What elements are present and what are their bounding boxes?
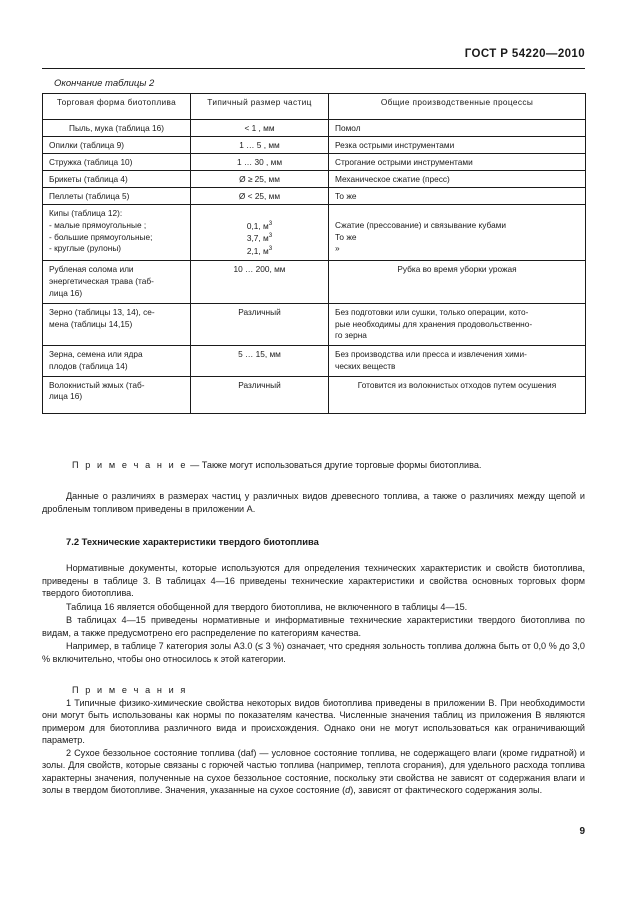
paragraph-table16 xyxy=(42,601,585,614)
cell-trade-form: Брикеты (таблица 4) xyxy=(43,171,191,188)
note-dash: — xyxy=(187,460,202,470)
cell-particle-size: 5 … 15, мм xyxy=(191,346,329,377)
paragraph-text: Данные о различиях в размерах частиц у различных видов древесного топлива, а также о различиях между щепой и дробленым топливом приведены в приложении А. xyxy=(42,491,585,514)
cell-value: 2,1, м xyxy=(246,245,269,256)
cell-process: Готовится из волокнистых отходов путем осушения xyxy=(329,376,586,413)
cell-line: Зерна, семена или ядра xyxy=(49,349,143,360)
cell-line: » xyxy=(335,243,340,254)
note-2-part-a: 2 Сухое беззольное состояние топлива (daf) — условное состояние топлива, не содержащего влаги (кроме гидратной) и золы. Для свойств, которые связаны с горючей частью топлива (например, теплота сгорания), для удельного расхода топлива характерны значения, полученные на сухое беззольное состояние, поскольку эти свойства не зависят от содержания влаги и золы в твердом биотопливе. Значения, указанные на сухое состояние ( xyxy=(42,747,585,796)
table-2-continuation xyxy=(42,93,585,414)
cell-line: лица 16) xyxy=(49,287,83,298)
paragraph-differences xyxy=(42,490,585,515)
paragraph-normative-docs xyxy=(42,562,585,600)
paragraph-tables-4-15 xyxy=(42,614,585,639)
cell-particle-size: Различный xyxy=(191,376,329,413)
cell-trade-form: Пеллеты (таблица 5) xyxy=(43,188,191,205)
cell-process: Резка острыми инструментами xyxy=(329,137,586,154)
page-number: 9 xyxy=(579,826,585,837)
table-row xyxy=(43,376,586,413)
cell-process xyxy=(329,303,586,345)
note-2-part-b: ), зависят от фактического содержания золы. xyxy=(350,785,543,796)
note-text: Также могут использоваться другие торговые формы биотоплива. xyxy=(201,460,482,470)
cell-process: То же xyxy=(329,188,586,205)
table-row xyxy=(43,303,586,345)
cell-particle-size: < 1 , мм xyxy=(191,120,329,137)
note-label: П р и м е ч а н и е xyxy=(72,460,188,470)
column-header-trade-form: Торговая форма биотоплива xyxy=(43,94,191,120)
cell-value: 3,7, м xyxy=(246,233,269,244)
cell-particle-size: Ø < 25, мм xyxy=(191,188,329,205)
cell-line: - малые прямоугольные ; xyxy=(49,219,147,230)
paragraph-text: Например, в таблице 7 категория золы А3.0 (≤ 3 %) означает, что средняя зольность топлива должна быть от 0,0 % до 3,0 % включительно, чтобы оно относилось к этой категории. xyxy=(42,641,585,664)
cell-particle-size: 10 … 200, мм xyxy=(191,261,329,303)
cell-trade-form xyxy=(43,205,191,261)
cell-line: Рубленая солома или xyxy=(49,264,134,275)
notes-label: П р и м е ч а н и я xyxy=(72,685,188,695)
cell-line xyxy=(197,232,322,245)
cell-particle-size: 1 … 5 , мм xyxy=(191,137,329,154)
column-header-processes: Общие производственные процессы xyxy=(329,94,586,120)
heading-text: 7.2 Технические характеристики твердого биотоплива xyxy=(66,536,319,547)
note-2-symbol: d xyxy=(345,785,351,796)
cell-trade-form xyxy=(43,376,191,413)
column-header-particle-size: Типичный размер частиц xyxy=(191,94,329,120)
table-row xyxy=(43,261,586,303)
cell-line: мена (таблицы 14,15) xyxy=(49,318,133,329)
cell-line xyxy=(197,245,322,258)
cell-particle-size: Ø ≥ 25, мм xyxy=(191,171,329,188)
table-row xyxy=(43,205,586,261)
cell-line: - большие прямоугольные; xyxy=(49,231,153,242)
table-row xyxy=(43,188,586,205)
table-row xyxy=(43,171,586,188)
cell-particle-size: 1 … 30 , мм xyxy=(191,154,329,171)
superscript: 3 xyxy=(268,244,273,252)
cell-trade-form: Пыль, мука (таблица 16) xyxy=(43,120,191,137)
cell-trade-form: Стружка (таблица 10) xyxy=(43,154,191,171)
cell-process xyxy=(329,346,586,377)
table-note-block xyxy=(42,459,585,472)
table-row xyxy=(43,346,586,377)
cell-line: Волокнистый жмых (таб- xyxy=(49,379,145,390)
cell-line: Сжатие (прессование) и связывание кубами xyxy=(335,219,507,230)
cell-line: ческих веществ xyxy=(335,360,396,371)
section-heading-7-2 xyxy=(42,536,585,549)
cell-line: рые необходимы для хранения продовольственно- xyxy=(335,318,533,329)
document-standard-id: ГОСТ Р 54220—2010 xyxy=(464,48,585,60)
cell-process: Помол xyxy=(329,120,586,137)
cell-process: Строгание острыми инструментами xyxy=(329,154,586,171)
paragraph-example-ash xyxy=(42,640,585,665)
table-row xyxy=(43,120,586,137)
table-caption: Окончание таблицы 2 xyxy=(54,78,155,89)
cell-trade-form: Опилки (таблица 9) xyxy=(43,137,191,154)
cell-value: 0,1, м xyxy=(246,220,269,231)
table-header-row xyxy=(43,94,586,120)
cell-process: Рубка во время уборки урожая xyxy=(329,261,586,303)
cell-line: Без подготовки или сушки, только операции, кото- xyxy=(335,306,529,317)
cell-process: Механическое сжатие (пресс) xyxy=(329,171,586,188)
note-item-2 xyxy=(42,747,585,797)
cell-line xyxy=(197,220,322,233)
paragraph-text: Таблица 16 является обобщенной для твердого биотоплива, не включенного в таблицы 4—15. xyxy=(66,602,468,612)
cell-line: го зерна xyxy=(335,330,367,341)
cell-line: То же xyxy=(335,231,357,242)
cell-trade-form xyxy=(43,261,191,303)
cell-particle-size xyxy=(191,205,329,261)
cell-line: энергетическая трава (таб- xyxy=(49,276,154,287)
paragraph-text: В таблицах 4—15 приведены нормативные и информативные технические характеристики твердого биотоплива по видам, а также предусмотрено его распределение по категориям качества. xyxy=(42,615,585,638)
superscript: 3 xyxy=(268,232,273,240)
cell-process xyxy=(329,205,586,261)
notes-block xyxy=(42,684,585,797)
cell-line: плодов (таблица 14) xyxy=(49,360,128,371)
header-divider xyxy=(42,68,585,69)
paragraph-text: Нормативные документы, которые используются для определения технических характеристик и свойств биотоплива, приведены в таблице 3. В таблицах 4—16 приведены технические характеристики и свойства основных торговых форм твердого биотоплива. xyxy=(42,563,585,599)
table-note xyxy=(42,459,585,472)
cell-line: Кипы (таблица 12): xyxy=(49,208,123,218)
table-row xyxy=(43,137,586,154)
cell-line: лица 16) xyxy=(49,391,83,402)
cell-trade-form xyxy=(43,303,191,345)
cell-particle-size: Различный xyxy=(191,303,329,345)
cell-trade-form xyxy=(43,346,191,377)
superscript: 3 xyxy=(268,219,273,227)
note-item-1: 1 Типичные физико-химические свойства некоторых видов биотоплива приведены в приложении В. При необходимости они могут быть использованы как нормы по показателям качества. Численные значения таблиц из приложения В являются примером для биотоплива различного вида и происхождения. Однако они не могут использоваться как ограничивающий параметр. xyxy=(42,697,585,746)
table-row xyxy=(43,154,586,171)
cell-line: - круглые (рулоны) xyxy=(49,243,122,254)
cell-line: Зерно (таблицы 13, 14), се- xyxy=(49,306,155,317)
cell-line: Без производства или пресса и извлечения хими- xyxy=(335,349,527,360)
